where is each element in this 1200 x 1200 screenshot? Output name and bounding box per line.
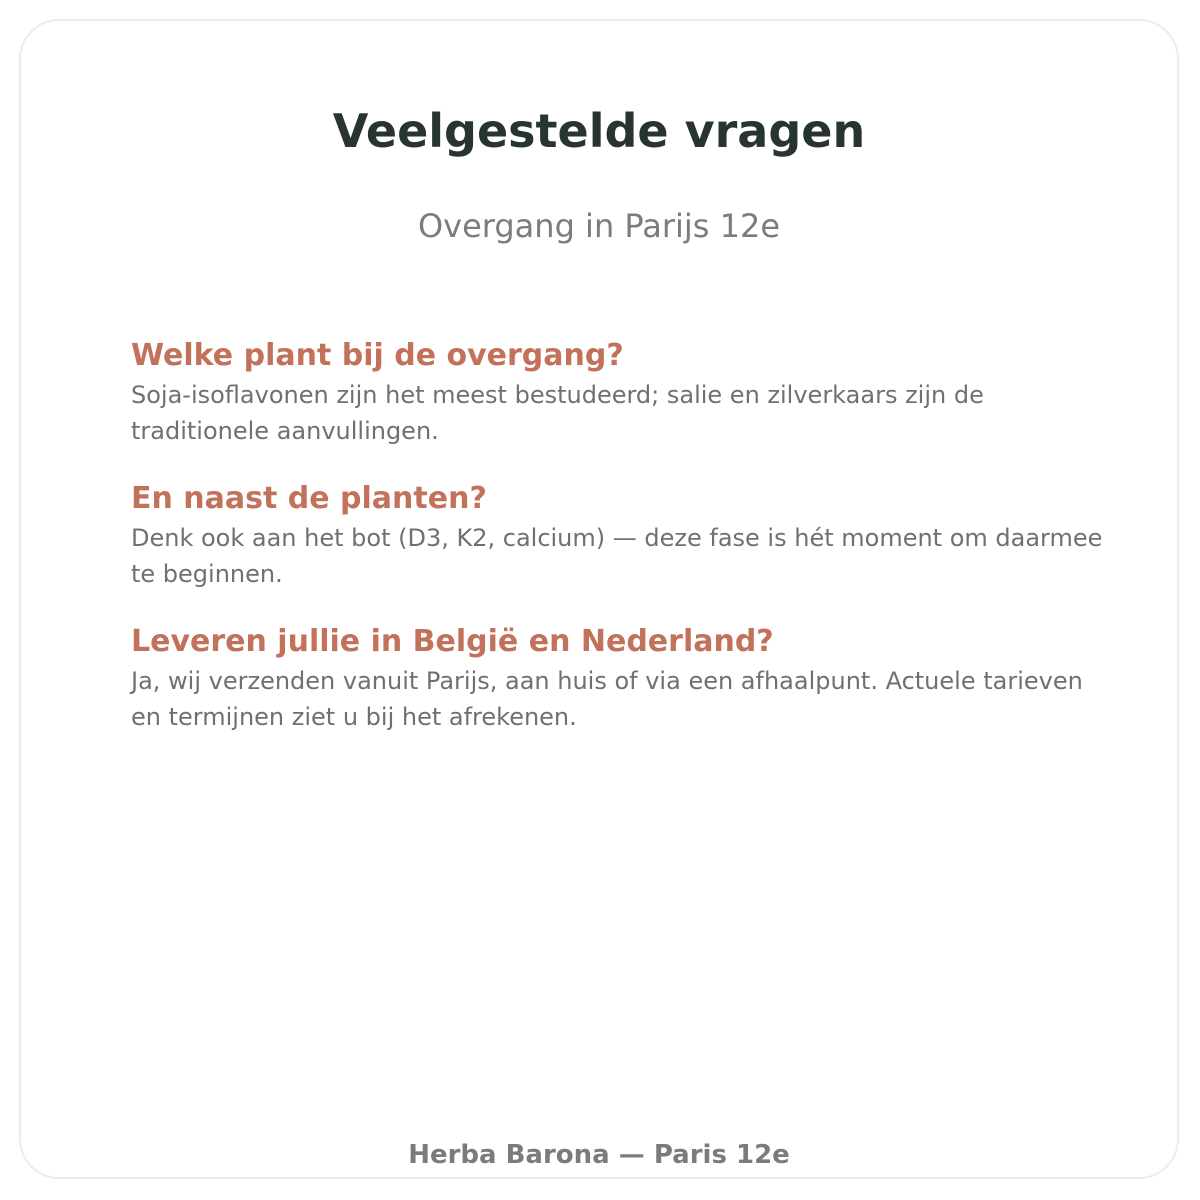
faq-item [131,621,1111,735]
faq-item [131,335,1111,449]
faq-card [19,19,1179,1179]
faq-answer: Denk ook aan het bot (D3, K2, calcium) — deze fase is hét moment om daarmee te beginnen. [131,524,1103,588]
faq-answer: Ja, wij verzenden vanuit Parijs, aan huis of via een afhaalpunt. Actuele tarieven en termijnen ziet u bij het afrekenen. [131,667,1083,731]
page-title: Veelgestelde vragen [332,104,866,158]
faq-answer: Soja-isoflavonen zijn het meest bestudeerd; salie en zilverkaars zijn de traditionele aanvullingen. [131,381,984,445]
faq-question: Welke plant bij de overgang? [131,338,624,373]
page-subtitle: Overgang in Parijs 12e [417,207,781,245]
faq-question: Leveren jullie in België en Nederland? [131,624,774,659]
faq-question: En naast de planten? [131,481,487,516]
faq-list [131,335,1111,764]
faq-item [131,478,1111,592]
footer-brand: Herba Barona — Paris 12e [408,1140,790,1170]
